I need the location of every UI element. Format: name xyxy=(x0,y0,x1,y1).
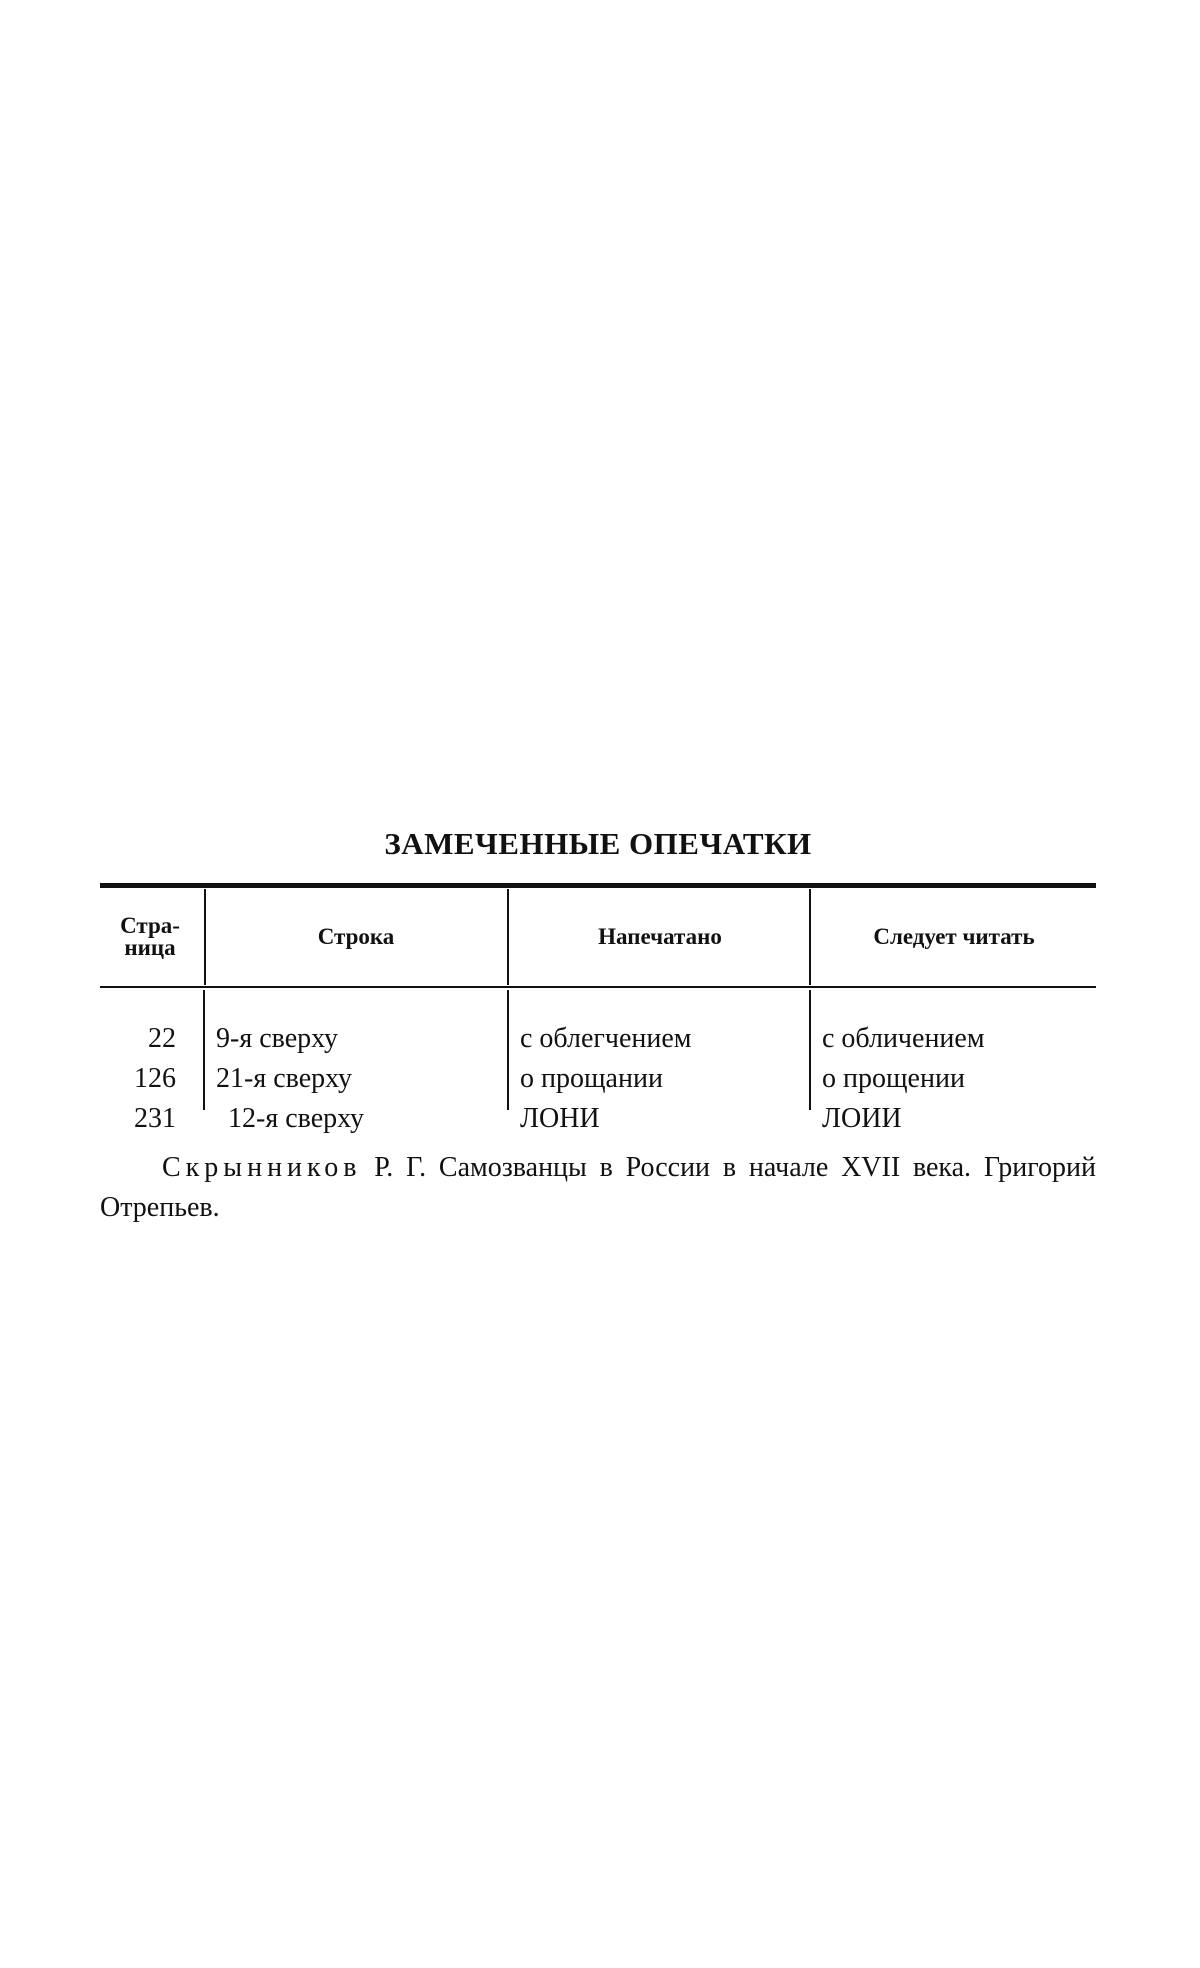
bibliographic-citation xyxy=(100,1148,1096,1228)
cell-should-read: о прощении xyxy=(822,1063,965,1094)
cell-page: 22 xyxy=(148,1023,176,1054)
table-top-rule xyxy=(100,883,1096,888)
column-header-page-line1: Стра- xyxy=(120,913,180,938)
citation-author: Скрынников xyxy=(162,1152,362,1183)
cell-page: 126 xyxy=(134,1063,176,1094)
table-row xyxy=(100,1020,1096,1058)
column-divider xyxy=(809,889,811,985)
cell-line: 21-я сверху xyxy=(216,1063,353,1094)
cell-line: 9-я сверху xyxy=(216,1023,339,1054)
cell-printed: ЛОНИ xyxy=(520,1103,600,1134)
cell-should-read: ЛОИИ xyxy=(822,1103,902,1134)
column-header-should-read: Следует читать xyxy=(873,924,1035,949)
citation-text: Р. Г. Самозванцы в России в начале XVII века. Григорий Отрепьев. xyxy=(100,1152,1096,1223)
table-header-rule xyxy=(100,986,1096,988)
cell-printed: с облегчением xyxy=(520,1023,692,1054)
column-header-page xyxy=(100,892,200,982)
cell-should-read: с обличением xyxy=(822,1023,985,1054)
column-header-line: Строка xyxy=(317,924,395,949)
errata-title: ЗАМЕЧЕННЫЕ ОПЕЧАТКИ xyxy=(384,826,812,861)
column-divider xyxy=(507,889,509,985)
cell-printed: о прощании xyxy=(520,1063,663,1094)
cell-page: 231 xyxy=(134,1103,176,1134)
table-row xyxy=(100,1060,1096,1098)
table-row xyxy=(100,1100,1096,1138)
column-header-page-line2: ница xyxy=(124,935,176,960)
column-header-printed: Напечатано xyxy=(598,924,722,949)
column-divider xyxy=(204,889,206,985)
cell-line: 12-я сверху xyxy=(228,1103,365,1134)
